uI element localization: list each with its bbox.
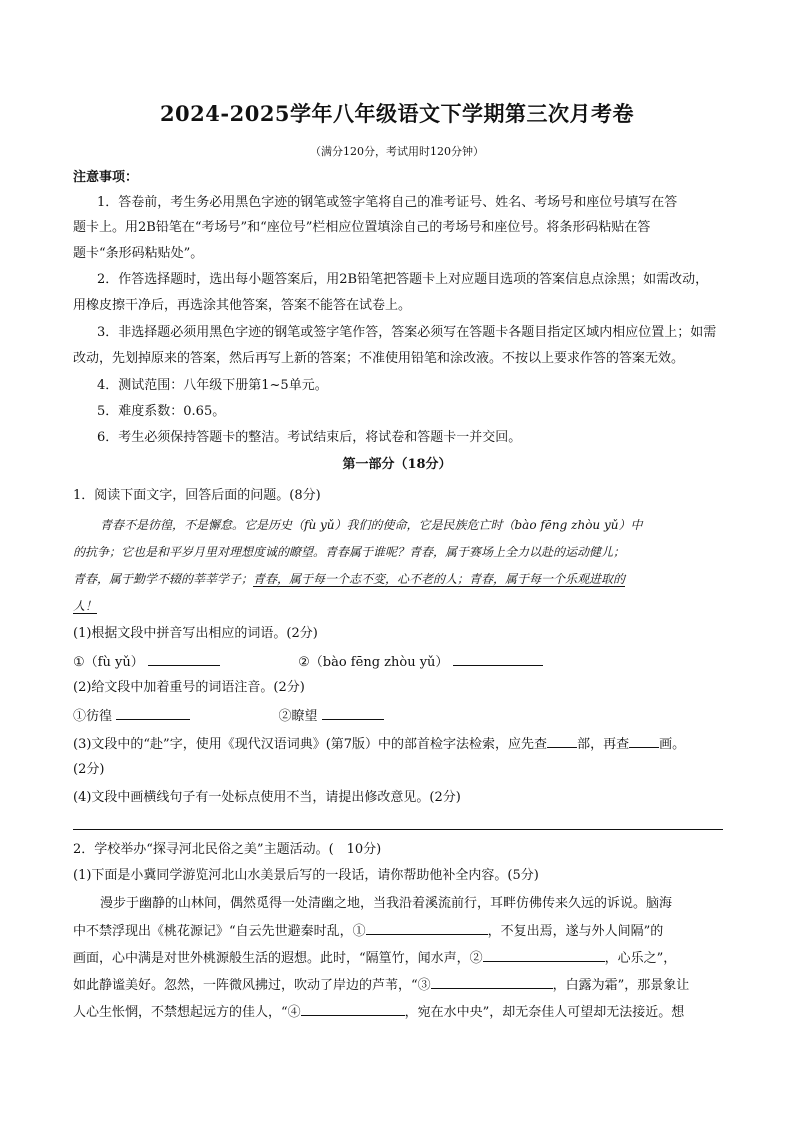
underlined-sentence: 青春，属于每一个志不变，心不老的人；青春，属于每一个乐观进取的 <box>253 572 626 586</box>
part-heading: 第一部分（18分） <box>342 457 452 472</box>
answer-line[interactable] <box>73 829 723 830</box>
passage-line: 人心生怅惘，不禁想起远方的佳人，“④ ，宛在水中央”，却无奈佳人可望却无法接近。想 <box>73 1001 723 1023</box>
question-1-stem: 1．阅读下面文字，回答后面的问题。(8分) <box>73 488 321 503</box>
answer-blank[interactable] <box>148 651 220 666</box>
passage-line: 的抗争；它也是和平岁月里对理想度诚的瞭望。青春属于谁呢？青春，属于赛场上全力以赴的运动健儿； <box>73 545 626 559</box>
notice-line: 1．答卷前，考生务必用黑色字迹的钢笔或签字笔将自己的准考证号、姓名、考场号和座位号填写在答 <box>97 195 678 210</box>
passage-line: 漫步于幽静的山林间，偶然觅得一处清幽之地，当我沿着溪流前行，耳畔仿佛传来久远的诉说。脑海 <box>100 896 673 911</box>
question-1-sub2-items: ①彷徨 ②瞭望 <box>73 705 723 727</box>
notice-line: 4．测试范围：八年级下册第1~5单元。 <box>97 378 328 393</box>
question-1-sub1: (1)根据文段中拼音写出相应的词语。(2分) <box>73 626 318 641</box>
notice-line: 6．考生必须保持答题卡的整洁。考试结束后，将试卷和答题卡一并交回。 <box>97 430 522 445</box>
notice-line: 改动，先划掉原来的答案，然后再写上新的答案；不准使用铅笔和涂改液。不按以上要求作答的答案无效。 <box>73 351 685 366</box>
underlined-sentence: 人！ <box>73 599 98 613</box>
question-2-sub1: (1)下面是小冀同学游览河北山水美景后写的一段话，请你帮助他补全内容。(5分) <box>73 868 539 883</box>
notice-line: 5．难度系数：0.65。 <box>97 404 226 419</box>
passage-line: 如此静谧美好。忽然，一阵微风拂过，吹动了岸边的芦苇，“③ ，白露为霜”，那景象让 <box>73 974 723 996</box>
answer-blank[interactable] <box>116 705 190 720</box>
question-1-sub3: (3)文段中的“赴”字，使用《现代汉语词典》(第7版）中的部首检字法检索，应先查 部，再查 画。 <box>73 733 723 755</box>
answer-blank[interactable] <box>322 705 384 720</box>
answer-blank[interactable] <box>483 947 605 962</box>
passage-line: 中不禁浮现出《桃花源记》“自云先世避秦时乱，① ，不复出焉，遂与外人间隔”的 <box>73 920 723 942</box>
answer-blank[interactable] <box>453 651 543 666</box>
notice-line: 3．非选择题必须用黑色字迹的钢笔或签字笔作答，答案必须写在答题卡各题目指定区域内相应位置上；如需 <box>97 325 717 340</box>
answer-blank[interactable] <box>629 733 659 748</box>
notice-heading: 注意事项： <box>73 170 139 185</box>
answer-blank[interactable] <box>431 974 553 989</box>
passage-line <box>73 596 723 616</box>
answer-blank[interactable] <box>366 920 488 935</box>
notice-line: 题卡上。用2B铅笔在“考场号”和“座位号”栏相应位置填涂自己的考场号和座位号。将条形码粘贴在答 <box>73 220 651 235</box>
question-1-sub2: (2)给文段中加着重号的词语注音。(2分) <box>73 680 305 695</box>
notice-line: 用橡皮擦干净后，再选涂其他答案，答案不能答在试卷上。 <box>73 298 412 313</box>
notice-line: 题卡“条形码粘贴处”。 <box>73 246 204 261</box>
page-subtitle: （满分120分，考试用时120分钟） <box>310 145 484 158</box>
passage-line: 青春，属于勤学不辍的莘莘学子；青春，属于每一个志不变，心不老的人；青春，属于每一个乐观进取的 <box>73 572 626 586</box>
question-2-stem: 2．学校举办“探寻河北民俗之美”主题活动。( 10分) <box>73 842 382 857</box>
question-1-sub4: (4)文段中画横线句子有一处标点使用不当，请提出修改意见。(2分) <box>73 790 461 805</box>
page-title: 2024-2025学年八年级语文下学期第三次月考卷 <box>159 101 635 126</box>
question-1-sub1-items: ①（fù yǔ） ②（bào fēng zhòu yǔ） <box>73 651 723 673</box>
notice-line: 2．作答选择题时，选出每小题答案后，用2B铅笔把答题卡上对应题目选项的答案信息点涂黑；如需改动， <box>97 272 709 287</box>
question-1-sub3-score: (2分) <box>73 762 105 777</box>
passage-line: 青春不是彷徨，不是懈怠。它是历史（fù yǔ）我们的使命，它是民族危亡时（bào fēng zhòu yǔ）中 <box>100 518 643 532</box>
answer-blank[interactable] <box>301 1001 405 1016</box>
passage-line: 画面，心中满是对世外桃源般生活的遐想。此时，“隔篁竹，闻水声，② ，心乐之”， <box>73 947 723 969</box>
answer-blank[interactable] <box>547 733 577 748</box>
